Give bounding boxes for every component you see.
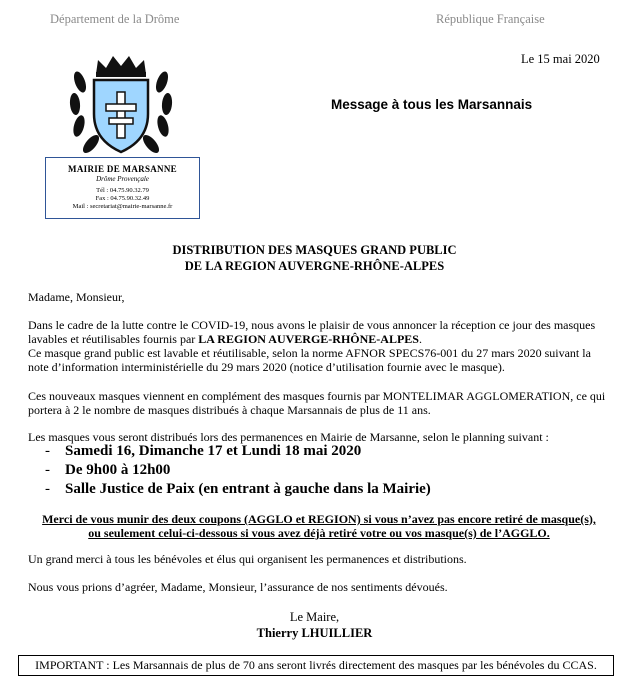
- title-line-1: DISTRIBUTION DES MASQUES GRAND PUBLIC: [172, 243, 457, 257]
- schedule-dates: Samedi 16, Dimanche 17 et Lundi 18 mai 2020: [65, 443, 362, 459]
- department-label: Département de la Drôme: [50, 12, 180, 26]
- schedule-hours: De 9h00 à 12h00: [65, 462, 171, 478]
- schedule-item-hours: - De 9h00 à 12h00: [45, 462, 171, 478]
- signature-name: Thierry LHUILLIER: [256, 626, 373, 640]
- letter-date: Le 15 mai 2020: [521, 52, 600, 66]
- paragraph-1-line-2: Ce masque grand public est lavable et réutilisable, selon la norme AFNOR SPECS76-001 du 27 mars 2020 suivant la note d’information interministérielle du 29 mars 2020 (notice d’utilisation fournie avec le masque).: [28, 346, 591, 374]
- paragraph-3: Les masques vous seront distribués lors des permanences en Mairie de Marsanne, selon le planning suivant :: [28, 430, 549, 444]
- paragraph-2: Ces nouveaux masques viennent en complément des masques fournis par MONTELIMAR AGGLOMERATION, ce qui portera à 2 le nombre de masques distribués à chaque Marsannais de plus de 11 ans.: [28, 389, 606, 417]
- notice-line-1: Merci de vous munir des deux coupons (AGGLO et REGION) si vous n’avez pas encore retiré de masque(s),: [42, 512, 596, 526]
- title-line-2: DE LA REGION AUVERGNE-RHÔNE-ALPES: [184, 259, 445, 273]
- coupon-notice: [28, 512, 610, 540]
- greeting: Madame, Monsieur,: [28, 290, 125, 304]
- republic-label: République Française: [436, 12, 545, 26]
- important-notice-box: IMPORTANT : Les Marsannais de plus de 70 ans seront livrés directement des masques par les bénévoles du CCAS.: [18, 655, 614, 676]
- region-name: LA REGION AUVERGE-RHÔNE-ALPES: [198, 332, 419, 346]
- paragraph-1: [28, 318, 610, 374]
- paragraph-1-end: .: [418, 332, 422, 346]
- thanks-paragraph: Un grand merci à tous les bénévoles et élus qui organisent les permanences et distributions.: [28, 552, 467, 566]
- paragraph-1-start: Dans le cadre de la lutte contre le COVID-19, nous avons le plaisir de vous annoncer la réception ce jour des masques lavables et réutilisables fournis par: [28, 318, 596, 346]
- mairie-contact-box: [45, 157, 200, 219]
- document-title: [0, 242, 629, 274]
- signature-role: Le Maire,: [289, 610, 340, 624]
- coat-of-arms-icon: [66, 52, 176, 160]
- schedule-item-dates: - Samedi 16, Dimanche 17 et Lundi 18 mai 2020: [45, 443, 362, 459]
- mairie-fax: Fax : 04.75.90.32.49: [95, 195, 150, 202]
- mairie-tel: Tél : 04.75.90.32.79: [96, 187, 149, 194]
- closing-paragraph: Nous vous prions d’agréer, Madame, Monsieur, l’assurance de nos sentiments dévoués.: [28, 580, 448, 594]
- notice-line-2: ou seulement celui-ci-dessous si vous avez déjà retiré votre ou vos masque(s) de l’AGGLO.: [88, 526, 550, 540]
- mairie-name: MAIRIE DE MARSANNE: [68, 164, 177, 174]
- mairie-mail: Mail : secretariat@mairie-marsanne.fr: [72, 203, 173, 210]
- schedule-item-place: - Salle Justice de Paix (en entrant à gauche dans la Mairie): [45, 481, 431, 497]
- message-heading: Message à tous les Marsannais: [331, 97, 533, 112]
- mairie-subtitle: Drôme Provençale: [96, 175, 149, 183]
- schedule-place: Salle Justice de Paix (en entrant à gauche dans la Mairie): [65, 481, 431, 497]
